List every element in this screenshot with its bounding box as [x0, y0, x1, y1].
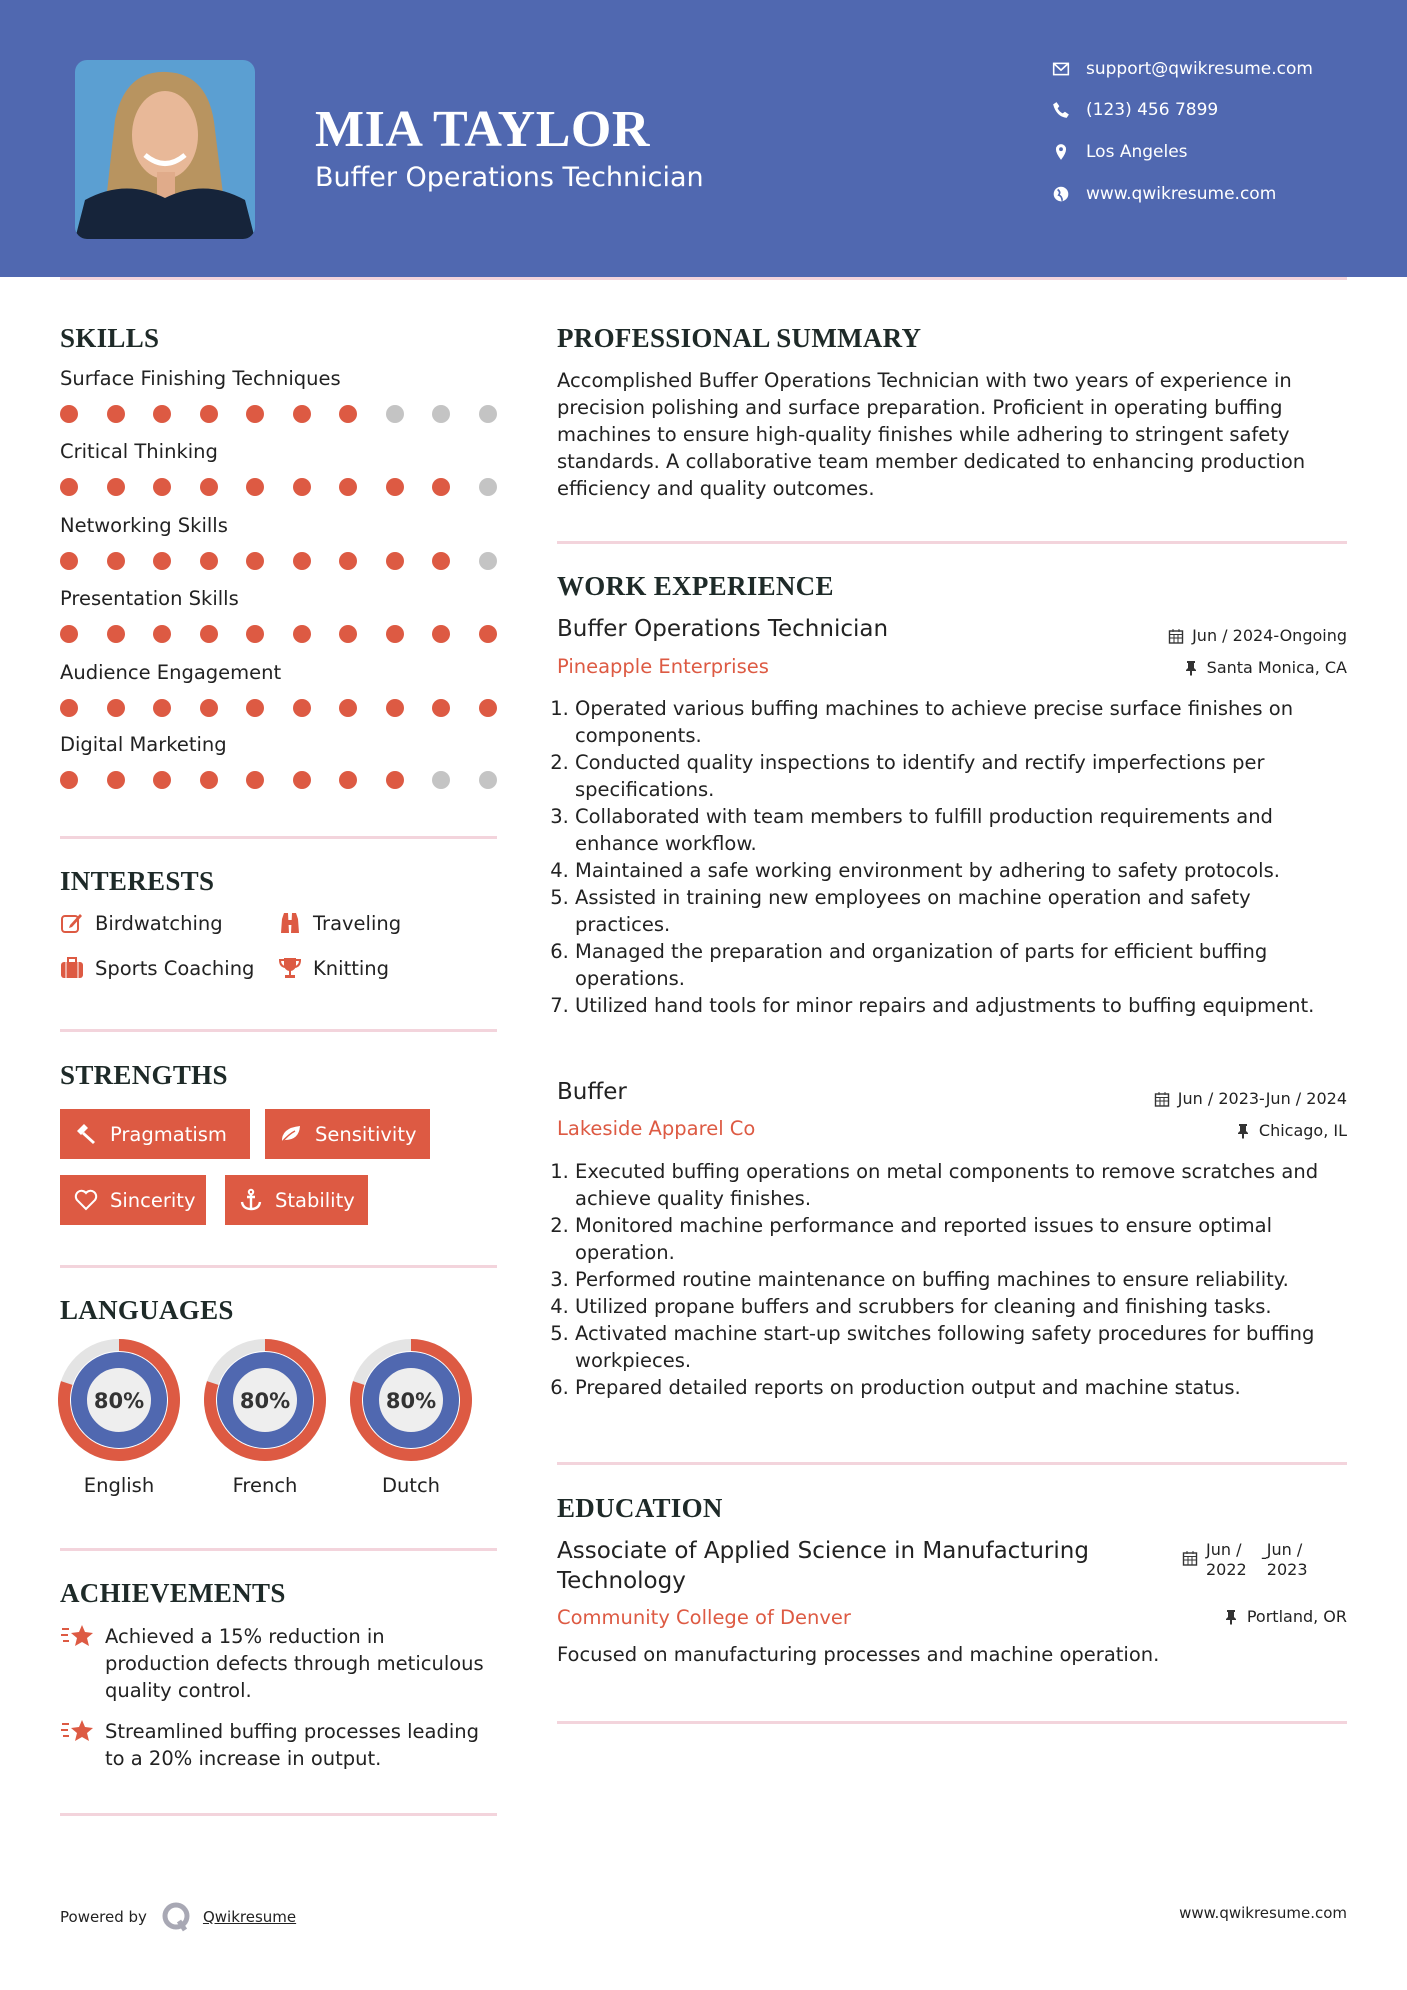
rating-dot-filled [386, 625, 404, 643]
summary-heading: PROFESSIONAL SUMMARY [557, 323, 922, 353]
rating-dot-empty [479, 771, 497, 789]
rating-dot-filled [293, 405, 311, 423]
responsibility-item: 4. Maintained a safe working environment by adhering to safety protocols. [575, 857, 1349, 884]
skill-rating [60, 478, 497, 496]
rating-dot-filled [386, 699, 404, 717]
job-date: Jun / 2023-Jun / 2024 [1154, 1089, 1347, 1108]
contact-website[interactable]: www.qwikresume.com [1052, 184, 1276, 204]
rating-dot-filled [293, 552, 311, 570]
rating-dot-filled [107, 478, 125, 496]
pushpin-icon [1223, 1609, 1239, 1625]
school-name: Community College of Denver [557, 1606, 851, 1629]
gavel-icon [74, 1122, 98, 1146]
divider [557, 1462, 1347, 1465]
rating-dot-filled [200, 699, 218, 717]
anchor-icon [239, 1188, 263, 1212]
calendar-icon [1154, 1091, 1170, 1107]
candidate-title: Buffer Operations Technician [315, 162, 704, 193]
candidate-name: MIA TAYLOR [315, 101, 650, 158]
education-heading: EDUCATION [557, 1493, 723, 1523]
language-label: Dutch [381, 1474, 441, 1497]
map-marker-icon [1052, 143, 1070, 161]
responsibility-item: 6. Prepared detailed reports on production output and machine status. [575, 1374, 1349, 1401]
skill-label: Critical Thinking [60, 440, 218, 463]
skill-rating [60, 699, 497, 717]
language-donuts [0, 1330, 520, 1470]
summary-text: Accomplished Buffer Operations Technician with two years of experience in precision polishing and surface preparation. Proficient in operating buffing machines to ensure high-quality finishes while adhering to stringent safety standards. A collaborative team member dedicated to enhancing production efficiency and quality outcomes. [557, 369, 1306, 500]
pushpin-icon [1183, 660, 1199, 676]
responsibility-item: 6. Managed the preparation and organization of parts for efficient buffing operations. [575, 938, 1349, 992]
rating-dot-filled [339, 699, 357, 717]
interests-heading: INTERESTS [60, 866, 215, 896]
rating-dot-filled [293, 771, 311, 789]
profile-photo [75, 60, 255, 239]
strength-badge: Sensitivity [265, 1109, 430, 1159]
rating-dot-filled [153, 478, 171, 496]
responsibility-item: 2. Monitored machine performance and reported issues to ensure optimal operation. [575, 1212, 1349, 1266]
skill-rating [60, 552, 497, 570]
job-location: Santa Monica, CA [1183, 658, 1347, 677]
skill-label: Surface Finishing Techniques [60, 367, 341, 390]
language-percent: 80% [385, 1389, 437, 1413]
rating-dot-filled [246, 405, 264, 423]
achievement-item: Streamlined buffing processes leading to a 20% increase in output. [60, 1718, 490, 1772]
achievements-heading: ACHIEVEMENTS [60, 1578, 286, 1608]
edit-icon [60, 911, 84, 935]
rating-dot-filled [60, 699, 78, 717]
strengths-heading: STRENGTHS [60, 1060, 228, 1090]
rating-dot-filled [200, 771, 218, 789]
skill-rating [60, 771, 497, 789]
rating-dot-filled [432, 552, 450, 570]
binoculars-icon [278, 911, 302, 935]
rating-dot-filled [107, 405, 125, 423]
strength-badge: Sincerity [60, 1175, 206, 1225]
rating-dot-filled [432, 625, 450, 643]
divider [60, 1029, 497, 1032]
skills-heading: SKILLS [60, 323, 160, 353]
rating-dot-filled [107, 625, 125, 643]
shooting-star-icon [60, 1718, 94, 1744]
contact-email[interactable]: support@qwikresume.com [1052, 59, 1313, 79]
languages-heading: LANGUAGES [60, 1295, 234, 1325]
rating-dot-filled [293, 478, 311, 496]
heart-icon [74, 1188, 98, 1212]
rating-dot-filled [60, 552, 78, 570]
job-responsibilities [557, 1158, 1349, 1401]
language-percent: 80% [239, 1389, 291, 1413]
education-location: Portland, OR [1223, 1607, 1347, 1626]
responsibility-item: 1. Executed buffing operations on metal components to remove scratches and achieve quality finishes. [575, 1158, 1349, 1212]
divider [60, 1548, 497, 1551]
rating-dot-filled [339, 771, 357, 789]
rating-dot-empty [479, 552, 497, 570]
rating-dot-filled [153, 771, 171, 789]
rating-dot-filled [246, 552, 264, 570]
achievement-item: Achieved a 15% reduction in production defects through meticulous quality control. [60, 1623, 490, 1704]
interest-item: Birdwatching [60, 911, 223, 935]
rating-dot-filled [339, 405, 357, 423]
skill-label: Audience Engagement [60, 661, 282, 684]
language-label: French [232, 1474, 298, 1497]
rating-dot-filled [479, 625, 497, 643]
job-date: Jun / 2024-Ongoing [1168, 626, 1347, 645]
responsibility-item: 7. Utilized hand tools for minor repairs and adjustments to buffing equipment. [575, 992, 1349, 1019]
rating-dot-filled [293, 625, 311, 643]
rating-dot-filled [293, 699, 311, 717]
rating-dot-filled [339, 552, 357, 570]
rating-dot-empty [479, 405, 497, 423]
rating-dot-filled [386, 552, 404, 570]
responsibility-item: 1. Operated various buffing machines to achieve precise surface finishes on components. [575, 695, 1349, 749]
company-name: Pineapple Enterprises [557, 655, 769, 678]
skill-label: Presentation Skills [60, 587, 239, 610]
education-date: Jun / 2022 - Jun / 2023 [1182, 1540, 1312, 1580]
rating-dot-filled [339, 478, 357, 496]
rating-dot-filled [479, 699, 497, 717]
strength-badge: Pragmatism [60, 1109, 250, 1159]
rating-dot-filled [60, 625, 78, 643]
divider [60, 836, 497, 839]
rating-dot-filled [339, 625, 357, 643]
footer-website[interactable]: www.qwikresume.com [1179, 1904, 1347, 1922]
calendar-icon [1182, 1550, 1198, 1566]
header-divider [60, 277, 1347, 280]
rating-dot-empty [432, 771, 450, 789]
rating-dot-filled [107, 552, 125, 570]
rating-dot-filled [60, 478, 78, 496]
trophy-icon [278, 956, 302, 980]
rating-dot-filled [153, 552, 171, 570]
degree-title: Associate of Applied Science in Manufacturing Technology [557, 1538, 1089, 1594]
qwikresume-link[interactable]: Qwikresume [202, 1908, 297, 1926]
rating-dot-empty [386, 405, 404, 423]
language-donut [356, 1345, 466, 1455]
interest-item: Sports Coaching [60, 956, 254, 980]
strength-badge: Stability [225, 1175, 368, 1225]
responsibility-item: 2. Conducted quality inspections to identify and rectify imperfections per specifications. [575, 749, 1349, 803]
company-name: Lakeside Apparel Co [557, 1117, 756, 1140]
rating-dot-filled [432, 478, 450, 496]
rating-dot-filled [200, 405, 218, 423]
education-description: Focused on manufacturing processes and machine operation. [557, 1643, 1160, 1666]
responsibility-item: 5. Assisted in training new employees on machine operation and safety practices. [575, 884, 1349, 938]
envelope-icon [1052, 60, 1070, 78]
interest-item: Knitting [278, 956, 389, 980]
responsibility-item: 4. Utilized propane buffers and scrubbers for cleaning and finishing tasks. [575, 1293, 1349, 1320]
rating-dot-empty [432, 405, 450, 423]
suitcase-icon [60, 956, 84, 980]
rating-dot-filled [246, 478, 264, 496]
phone-icon [1052, 101, 1070, 119]
rating-dot-filled [246, 625, 264, 643]
contact-location: Los Angeles [1052, 142, 1188, 162]
rating-dot-filled [246, 771, 264, 789]
skill-rating [60, 405, 497, 423]
responsibility-item: 3. Performed routine maintenance on buffing machines to ensure reliability. [575, 1266, 1349, 1293]
job-responsibilities [557, 695, 1349, 1019]
language-donut [64, 1345, 174, 1455]
rating-dot-filled [107, 771, 125, 789]
rating-dot-filled [200, 478, 218, 496]
pushpin-icon [1235, 1123, 1251, 1139]
qwikresume-logo-icon [161, 1901, 193, 1933]
language-percent: 80% [93, 1389, 145, 1413]
footer-powered-by: Powered by Qwikresume [60, 1901, 296, 1933]
job-title: Buffer Operations Technician [557, 616, 889, 642]
divider [557, 1721, 1347, 1724]
divider [60, 1265, 497, 1268]
rating-dot-filled [200, 552, 218, 570]
calendar-icon [1168, 628, 1184, 644]
language-label: English [83, 1474, 155, 1497]
divider [557, 541, 1347, 544]
rating-dot-filled [386, 771, 404, 789]
globe-icon [1052, 185, 1070, 203]
rating-dot-filled [153, 699, 171, 717]
rating-dot-filled [153, 405, 171, 423]
contact-phone[interactable]: (123) 456 7899 [1052, 100, 1218, 120]
leaf-icon [279, 1122, 303, 1146]
rating-dot-filled [60, 771, 78, 789]
rating-dot-filled [60, 405, 78, 423]
rating-dot-filled [200, 625, 218, 643]
skill-rating [60, 625, 497, 643]
job-location: Chicago, IL [1235, 1121, 1347, 1140]
rating-dot-empty [479, 478, 497, 496]
rating-dot-filled [386, 478, 404, 496]
experience-heading: WORK EXPERIENCE [557, 571, 834, 601]
rating-dot-filled [153, 625, 171, 643]
responsibility-item: 5. Activated machine start-up switches following safety procedures for buffing workpieces. [575, 1320, 1349, 1374]
rating-dot-filled [432, 699, 450, 717]
divider [60, 1813, 497, 1816]
language-donut [210, 1345, 320, 1455]
skill-label: Networking Skills [60, 514, 228, 537]
interest-item: Traveling [278, 911, 401, 935]
rating-dot-filled [246, 699, 264, 717]
skill-label: Digital Marketing [60, 733, 227, 756]
responsibility-item: 3. Collaborated with team members to fulfill production requirements and enhance workflow. [575, 803, 1349, 857]
job-title: Buffer [557, 1079, 627, 1105]
rating-dot-filled [107, 699, 125, 717]
shooting-star-icon [60, 1623, 94, 1649]
